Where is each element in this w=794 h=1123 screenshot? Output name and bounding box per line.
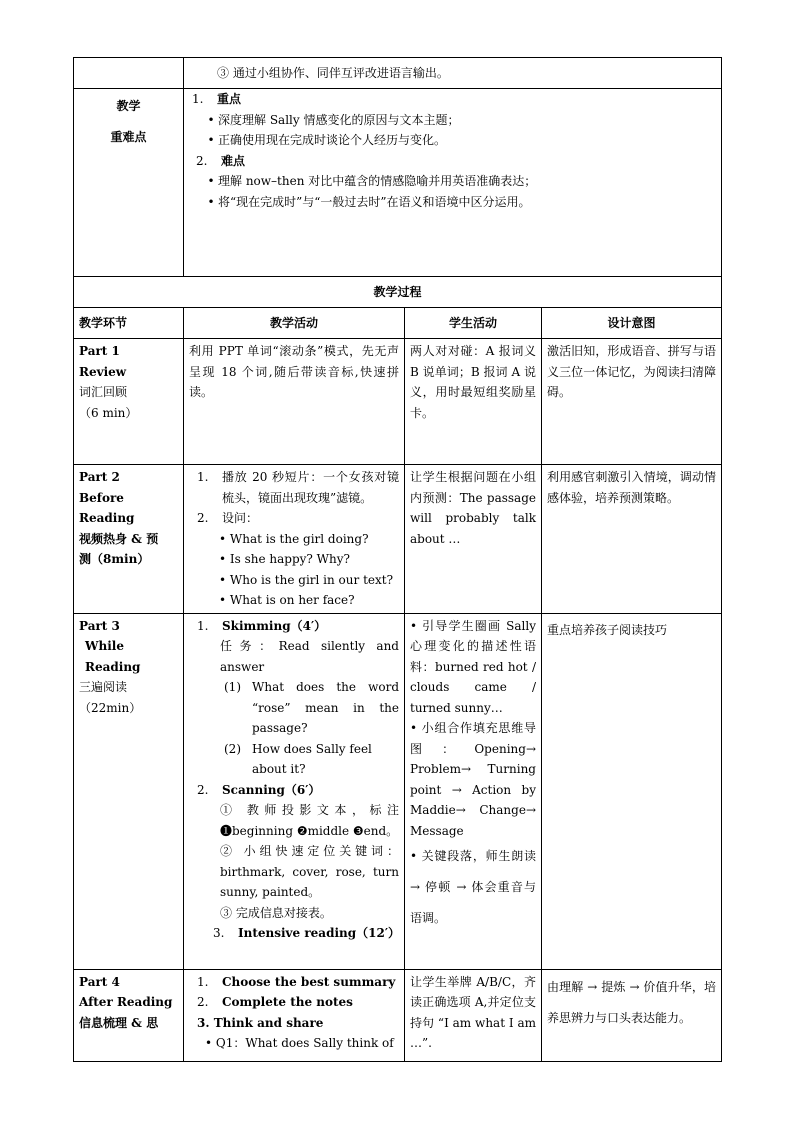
scanning-heading: [189, 780, 399, 801]
intensive-heading: [189, 923, 399, 944]
objective-text: ③ 通过小组协作、同伴互评改进语言输出。: [184, 58, 722, 89]
difficulty-bullet-text: 理解 now–then 对比中蕴含的情感隐喻并用英语准确表达；: [218, 174, 537, 188]
part2-activity-num: 1.: [197, 470, 209, 484]
intensive-num: 3.: [213, 926, 225, 940]
part2-label-title: Part 2: [79, 470, 120, 484]
part4-activity-item: [189, 972, 399, 993]
objective-label-cell: [74, 58, 184, 89]
difficulty-title: 难点: [221, 153, 246, 168]
part3-intent: 重点培养孩子阅读技巧: [542, 613, 722, 969]
part3-label-time: （22min）: [79, 700, 142, 715]
part3-activity: [184, 613, 405, 969]
part4-row: [74, 969, 722, 1061]
skimming-question-num: (2): [224, 741, 241, 756]
part3-student-item: • 关键段落，师生朗读 → 停顿 → 体会重音与语调。: [410, 849, 536, 925]
part4-intent: 由理解 → 提炼 → 价值升华，培养思辨力与口头表达能力。: [542, 969, 722, 1061]
key-point-bullet: • 正确使用现在完成时谈论个人经历与变化。: [207, 133, 447, 147]
key-point-number: 1.: [192, 92, 204, 106]
difficulty-heading: [192, 151, 716, 172]
part4-activity-item: [189, 992, 399, 1013]
lesson-plan-table: [73, 57, 722, 1062]
scanning-step: ① 教师投影文本，标注 ❶beginning ❷middle ❸end。: [220, 803, 399, 838]
part3-student-item: • 小组合作填充思维导图：Opening→ Problem→ Turning point → Action by Maddie→ Change→ Message: [410, 721, 536, 838]
part3-student-item: • 引导学生圈画 Sally 心理变化的描述性语料：burned red hot / clouds came / turned sunny…: [410, 618, 536, 715]
key-points-label: [74, 89, 184, 277]
key-point-bullet-text: 深度理解 Sally 情感变化的原因与文本主题；: [218, 112, 460, 127]
intensive-title: Intensive reading（12′）: [238, 926, 401, 940]
column-header-row: [74, 308, 722, 339]
skimming-question: [189, 677, 399, 739]
skimming-title: Skimming（4′）: [222, 618, 327, 633]
difficulty-number: 2.: [196, 153, 208, 168]
part1-label-title: Part 1: [79, 344, 120, 358]
key-point-bullet: • 深度理解 Sally 情感变化的原因与文本主题；: [207, 112, 460, 127]
difficulty-bullet: • 理解 now–then 对比中蕴含的情感隐喻并用英语准确表达；: [207, 174, 537, 188]
scanning-step: ② 小组快速定位关键词：birthmark, cover, rose, turn sunny, painted。: [220, 844, 399, 899]
part1-student: 两人对对碰：A 报词义 B 说单词；B 报词 A 说义，用时最短组奖励星卡。: [405, 339, 542, 465]
part2-student: 让学生根据问题在小组内预测：The passage will probably talk about …: [405, 465, 542, 614]
header-stage: 教学环节: [74, 308, 184, 339]
part3-label-title: Part 3: [79, 618, 120, 633]
part4-label-cn: 信息梳理 & 思: [79, 1015, 159, 1030]
key-point-title: 重点: [217, 92, 242, 106]
part3-label-cn: 三遍阅读: [79, 680, 128, 694]
part3-label: [74, 613, 184, 969]
header-student: 学生活动: [405, 308, 542, 339]
part4-label-title: Part 4: [79, 974, 120, 989]
part2-row: [74, 465, 722, 614]
key-points-label-line1: 教学: [116, 99, 141, 113]
process-title-row: [74, 277, 722, 308]
part1-row: [74, 339, 722, 465]
objective-row: [74, 58, 722, 89]
part2-question: • What is the girl doing?: [219, 531, 369, 546]
part2-activity-text: 播放 20 秒短片：一个女孩对镜梳头，镜面出现玫瑰”滤镜。: [222, 470, 399, 505]
process-title: 教学过程: [74, 277, 722, 308]
header-intent: 设计意图: [542, 308, 722, 339]
part2-label: [74, 465, 184, 614]
skimming-heading: [189, 616, 399, 637]
part1-intent: 激活旧知，形成语音、拼写与语义三位一体记忆，为阅读扫清障碍。: [542, 339, 722, 465]
scanning-step: ③ 完成信息对接表。: [220, 905, 332, 920]
part4-activity: [184, 969, 405, 1061]
part4-activity-text: Complete the notes: [222, 995, 353, 1009]
part2-activity-item: [189, 508, 399, 529]
skimming-task: 任务：Read silently and answer: [220, 639, 399, 674]
skimming-num: 1.: [197, 618, 209, 633]
part2-question: • Who is the girl in our text?: [219, 572, 394, 587]
part4-label-name: After Reading: [79, 995, 173, 1009]
key-point-heading: [192, 89, 716, 110]
part1-activity: 利用 PPT 单词“滚动条”模式，先无声呈现 18 个词,随后带读音标,快速拼读。: [184, 339, 405, 465]
skimming-question-text: How does Sally feel about it?: [252, 741, 372, 776]
part2-label-cn: 视频热身 & 预: [79, 531, 159, 546]
part4-activity-text: Choose the best summary: [222, 974, 396, 989]
skimming-question: [189, 739, 399, 780]
part2-question: • Is she happy? Why?: [219, 552, 350, 566]
part2-activity-item: [189, 467, 399, 508]
scanning-title: Scanning（6′）: [222, 782, 321, 797]
part4-question: • Q1：What does Sally think of: [205, 1036, 394, 1050]
part1-label-time: （6 min）: [79, 405, 138, 420]
part3-label-name: While Reading: [85, 639, 141, 674]
part2-activity-text: 设问：: [222, 511, 259, 525]
key-points-content: [184, 89, 722, 277]
difficulty-bullet-text: 将“现在完成时”与“一般过去时”在语义和语境中区分运用。: [218, 194, 531, 209]
part1-label-name: Review: [79, 364, 127, 379]
part2-label-name: Before Reading: [79, 490, 135, 525]
part2-activity-num: 2.: [197, 511, 209, 525]
key-point-bullet-text: 正确使用现在完成时谈论个人经历与变化。: [218, 133, 447, 147]
header-activity: 教学活动: [184, 308, 405, 339]
difficulty-bullet: • 将“现在完成时”与“一般过去时”在语义和语境中区分运用。: [207, 194, 531, 209]
skimming-question-text: What does the word “rose” mean in the passage?: [252, 680, 399, 735]
part3-row: [74, 613, 722, 969]
part2-label-cn-cont: 测（8min）: [79, 552, 150, 566]
part4-student: 让学生举牌 A/B/C，齐读正确选项 A,并定位支持句 “I am what I am …”.: [405, 969, 542, 1061]
part2-question: • What is on her face?: [219, 593, 355, 607]
part4-activity-num: 1.: [197, 974, 209, 989]
part2-activity: [184, 465, 405, 614]
skimming-question-num: (1): [224, 680, 241, 694]
part4-label: [74, 969, 184, 1061]
part3-student: [405, 613, 542, 969]
part4-activity-num: 2.: [197, 995, 209, 1009]
key-points-row: [74, 89, 722, 277]
part4-activity-item: 3. Think and share: [197, 1015, 324, 1030]
part2-intent: 利用感官刺激引入情境，调动情感体验，培养预测策略。: [542, 465, 722, 614]
scanning-num: 2.: [197, 782, 209, 797]
part1-label-cn: 词汇回顾: [79, 385, 128, 399]
key-points-label-line2: 重难点: [110, 130, 147, 144]
part1-label: [74, 339, 184, 465]
